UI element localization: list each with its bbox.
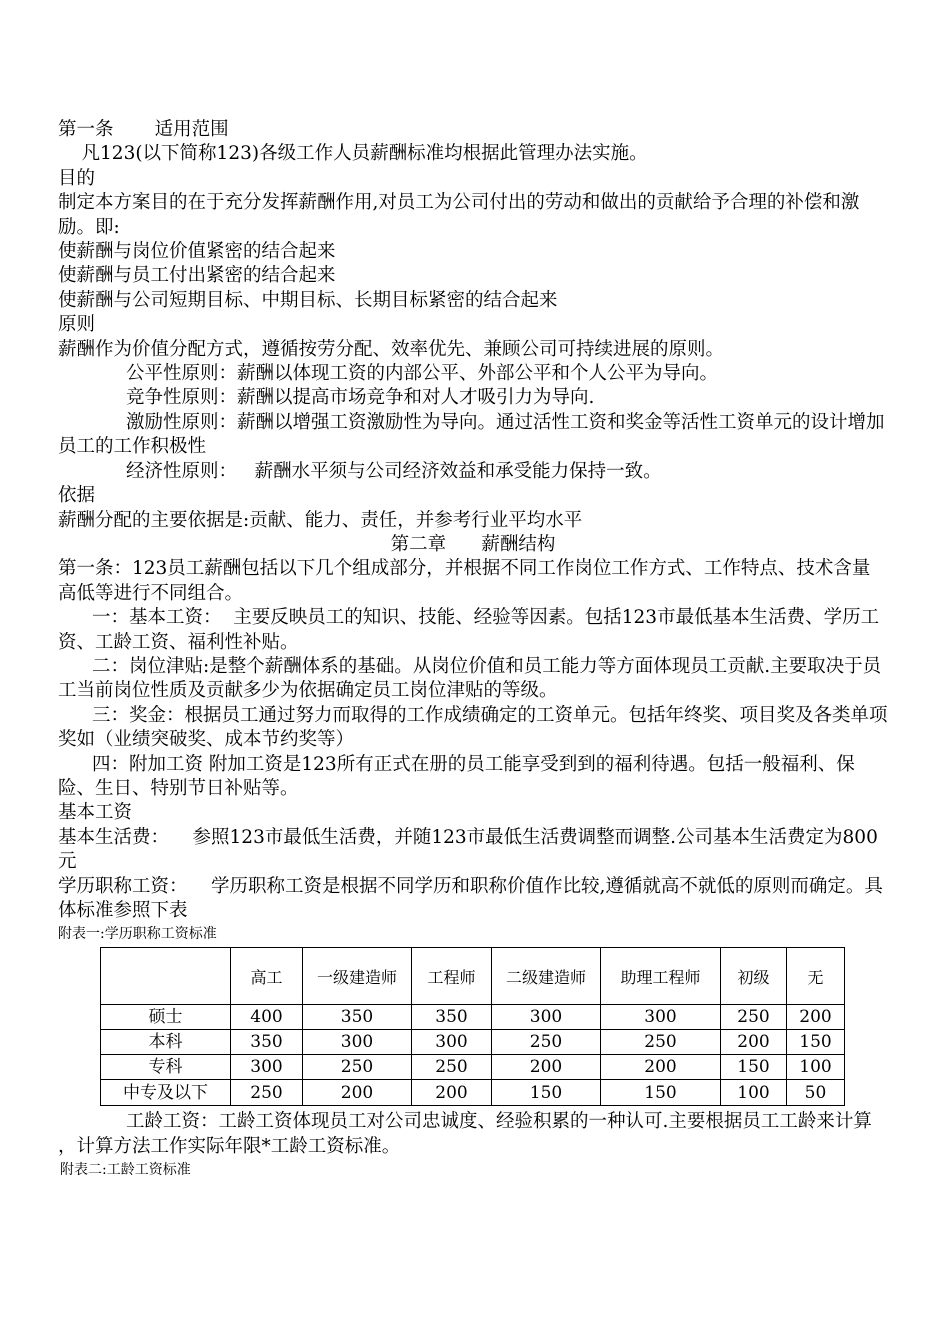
education-salary-text: 学历职称工资： 学历职称工资是根据不同学历和职称价值作比较,遵循就高不就低的原则而确定。具体标准参照下表	[58, 875, 883, 921]
table-cell: 200	[303, 1080, 412, 1106]
table-row	[101, 1080, 845, 1106]
basic-salary-heading: 基本工资	[58, 802, 133, 824]
table-header-cell: 工程师	[412, 948, 492, 1005]
principles-intro: 薪酬作为价值分配方式，遵循按劳分配、效率优先、兼顾公司可持续进展的原则。	[58, 338, 725, 360]
table-cell: 300	[231, 1055, 303, 1080]
structure-item	[58, 655, 888, 704]
table-cell: 250	[492, 1030, 601, 1055]
table-cell: 200	[492, 1055, 601, 1080]
living-allowance-text: 基本生活费： 参照123市最低生活费，并随123市最低生活费调整而调整.公司基本生活费定为800元	[58, 826, 878, 873]
chapter-2-heading: 第二章 薪酬结构	[390, 533, 556, 555]
purpose-item: 使薪酬与公司短期目标、中期目标、长期目标紧密的结合起来	[58, 289, 558, 311]
structure-item	[58, 753, 888, 802]
table-cell: 250	[303, 1055, 412, 1080]
purpose-heading: 目的	[58, 167, 96, 189]
table-header-cell: 初级	[721, 948, 787, 1005]
table-cell: 150	[492, 1080, 601, 1106]
structure-item	[58, 704, 888, 753]
principles-heading: 原则	[58, 314, 96, 336]
table-cell: 250	[412, 1055, 492, 1080]
table-cell: 150	[787, 1030, 845, 1055]
table-cell: 300	[412, 1030, 492, 1055]
structure-item	[58, 606, 888, 655]
basis-heading: 依据	[58, 485, 96, 507]
table-header-row	[101, 948, 845, 1005]
principle-competitive: 竞争性原则：薪酬以提高市场竞争和对人才吸引力为导向.	[126, 387, 595, 409]
table-cell: 300	[601, 1005, 721, 1030]
table-header-cell: 二级建造师	[492, 948, 601, 1005]
table-header-cell: 助理工程师	[601, 948, 721, 1005]
principle-incentive-text: 激励性原则：薪酬以增强工资激励性为导向。通过活性工资和奖金等活性工资单元的设计增加员工的工作积极性	[58, 411, 885, 458]
table-cell: 150	[601, 1080, 721, 1106]
principle-incentive	[58, 411, 888, 460]
table-header-cell: 无	[787, 948, 845, 1005]
table-cell: 硕士	[101, 1005, 231, 1030]
table-row	[101, 1005, 845, 1030]
purpose-item: 使薪酬与岗位价值紧密的结合起来	[58, 241, 336, 263]
seniority-salary-text	[58, 1110, 888, 1159]
chapter-2-article-1: 第一条：123员工薪酬包括以下几个组成部分，并根据不同工作岗位工作方式、工作特点、技术含量高低等进行不同组合。	[58, 558, 871, 604]
table-cell: 本科	[101, 1030, 231, 1055]
table-1-caption: 附表一:学历职称工资标准	[58, 926, 217, 943]
table-cell: 200	[787, 1005, 845, 1030]
table-cell: 中专及以下	[101, 1080, 231, 1106]
scope-text: 凡123(以下简称123)各级工作人员薪酬标准均根据此管理办法实施。	[58, 143, 648, 165]
seniority-salary-content: 工龄工资：工龄工资体现员工对公司忠诚度、经验积累的一种认可.主要根据员工工龄来计算 ，计算方法工作实际年限*工龄工资标准。	[58, 1111, 878, 1157]
table-header-cell: 一级建造师	[303, 948, 412, 1005]
table-header-cell	[101, 948, 231, 1005]
table-cell: 400	[231, 1005, 303, 1030]
table-cell: 200	[601, 1055, 721, 1080]
table-cell: 100	[721, 1080, 787, 1106]
structure-item-text: 一：基本工资： 主要反映员工的知识、技能、经验等因素。包括123市最低基本生活费、学历工资、工龄工资、福利性补贴。	[58, 607, 880, 653]
table-2-caption: 附表二:工龄工资标准	[60, 1162, 191, 1179]
purpose-text: 制定本方案目的在于充分发挥薪酬作用,对员工为公司付出的劳动和做出的贡献给予合理的补偿和激励。即:	[58, 192, 860, 238]
education-salary-table	[100, 947, 845, 1106]
table-cell: 250	[601, 1030, 721, 1055]
purpose-item: 使薪酬与员工付出紧密的结合起来	[58, 265, 336, 287]
table-cell: 350	[231, 1030, 303, 1055]
table-cell: 150	[721, 1055, 787, 1080]
structure-item-text: 四：附加工资 附加工资是123所有正式在册的员工能享受到到的福利待遇。包括一般福利、保险、生日、特别节日补贴等。	[58, 753, 855, 799]
table-cell: 200	[721, 1030, 787, 1055]
table-cell: 250	[721, 1005, 787, 1030]
table-cell: 250	[231, 1080, 303, 1106]
table-cell: 100	[787, 1055, 845, 1080]
principle-economic: 经济性原则： 薪酬水平须与公司经济效益和承受能力保持一致。	[126, 460, 662, 482]
table-row	[101, 1030, 845, 1055]
basis-text: 薪酬分配的主要依据是:贡献、能力、责任，并参考行业平均水平	[58, 509, 583, 531]
table-header-cell: 高工	[231, 948, 303, 1005]
table-cell: 350	[303, 1005, 412, 1030]
table-cell: 300	[492, 1005, 601, 1030]
table-cell: 350	[412, 1005, 492, 1030]
structure-item-text: 二：岗位津贴:是整个薪酬体系的基础。从岗位价值和员工能力等方面体现员工贡献.主要取决于员工当前岗位性质及贡献多少为依据确定员工岗位津贴的等级。	[58, 655, 882, 702]
structure-item-text: 三：奖金：根据员工通过努力而取得的工作成绩确定的工资单元。包括年终奖、项目奖及各类单项奖如（业绩突破奖、成本节约奖等）	[58, 704, 888, 751]
principle-fair: 公平性原则：薪酬以体现工资的内部公平、外部公平和个人公平为导向。	[126, 363, 719, 385]
article-1-heading: 第一条 适用范围	[58, 119, 229, 140]
document-page	[58, 118, 888, 1179]
table-row	[101, 1055, 845, 1080]
table-cell: 专科	[101, 1055, 231, 1080]
table-cell: 200	[412, 1080, 492, 1106]
table-cell: 300	[303, 1030, 412, 1055]
table-cell: 50	[787, 1080, 845, 1106]
